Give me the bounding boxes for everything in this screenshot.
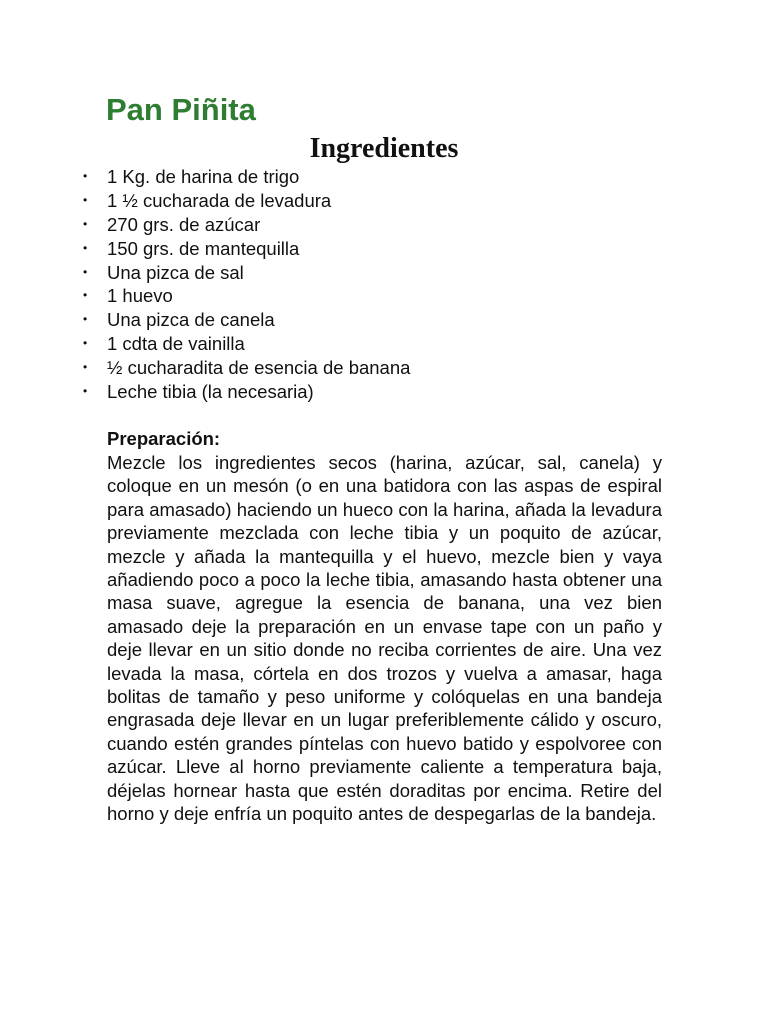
list-item — [83, 237, 410, 261]
bullet-icon: • — [83, 384, 88, 399]
ingredient-text: 150 grs. de mantequilla — [107, 237, 300, 259]
list-item — [83, 189, 410, 213]
bullet-icon: • — [83, 360, 88, 375]
ingredients-heading — [0, 131, 768, 167]
ingredients-heading-text: Ingredientes — [309, 133, 459, 164]
ingredient-text: 270 grs. de azúcar — [107, 213, 261, 235]
list-item — [83, 356, 410, 380]
ingredient-text: 1 Kg. de harina de trigo — [107, 166, 300, 187]
ingredient-text: ½ cucharadita de esencia de banana — [107, 357, 411, 379]
preparation-body: Mezcle los ingredientes secos (harina, azúcar, sal, canela) y coloque en un mesón (o en una batidora con las aspas de espiral para amasado) haciendo un hueco con la harina, añada la levadura previamente mezclada con leche tibia y un poquito de azúcar, mezcle y añada la mantequilla y el huevo, mezcle bien y vaya añadiendo poco a poco la leche tibia, amasando hasta obtener una masa suave, agregue la esencia de banana, una vez bien amasado deje la preparación en un envase tape con un paño y deje llevar en un sitio donde no reciba corrientes de aire. Una vez levada la masa, córtela en dos trozos y vuelva a amasar, haga bolitas de tamaño y peso uniforme y colóquelas en una bandeja engrasada deje llevar en un lugar preferiblemente cálido y oscuro, cuando estén grandes píntelas con huevo batido y espolvoree con azúcar. Lleve al horno previamente caliente a temperatura baja, déjelas hornear hasta que estén doraditas por encima. Retire del horno y deje enfría un poquito antes de despegarlas de la bandeja. — [107, 452, 662, 825]
ingredient-text: Leche tibia (la necesaria) — [107, 381, 314, 403]
ingredient-text: Una pizca de sal — [107, 261, 244, 283]
list-item — [83, 308, 410, 332]
list-item — [83, 261, 410, 285]
ingredient-text: 1 ½ cucharada de levadura — [107, 189, 332, 211]
bullet-icon: • — [83, 240, 88, 255]
bullet-icon: • — [83, 312, 88, 327]
recipe-title: Pan Piñita — [106, 92, 256, 127]
ingredient-text: 1 cdta de vainilla — [107, 333, 245, 355]
ingredients-list — [83, 165, 410, 404]
ingredient-text: Una pizca de canela — [107, 309, 275, 331]
bullet-icon: • — [83, 336, 88, 351]
list-item — [83, 284, 410, 308]
bullet-icon: • — [83, 288, 88, 303]
bullet-icon: • — [83, 264, 88, 279]
ingredient-text: 1 huevo — [107, 285, 173, 307]
preparation-heading: Preparación: — [107, 428, 221, 449]
list-item — [83, 213, 410, 237]
bullet-icon: • — [83, 169, 88, 183]
list-item — [83, 380, 410, 404]
list-item — [83, 165, 410, 189]
bullet-icon: • — [83, 216, 88, 231]
bullet-icon: • — [83, 192, 88, 207]
list-item — [83, 332, 410, 356]
